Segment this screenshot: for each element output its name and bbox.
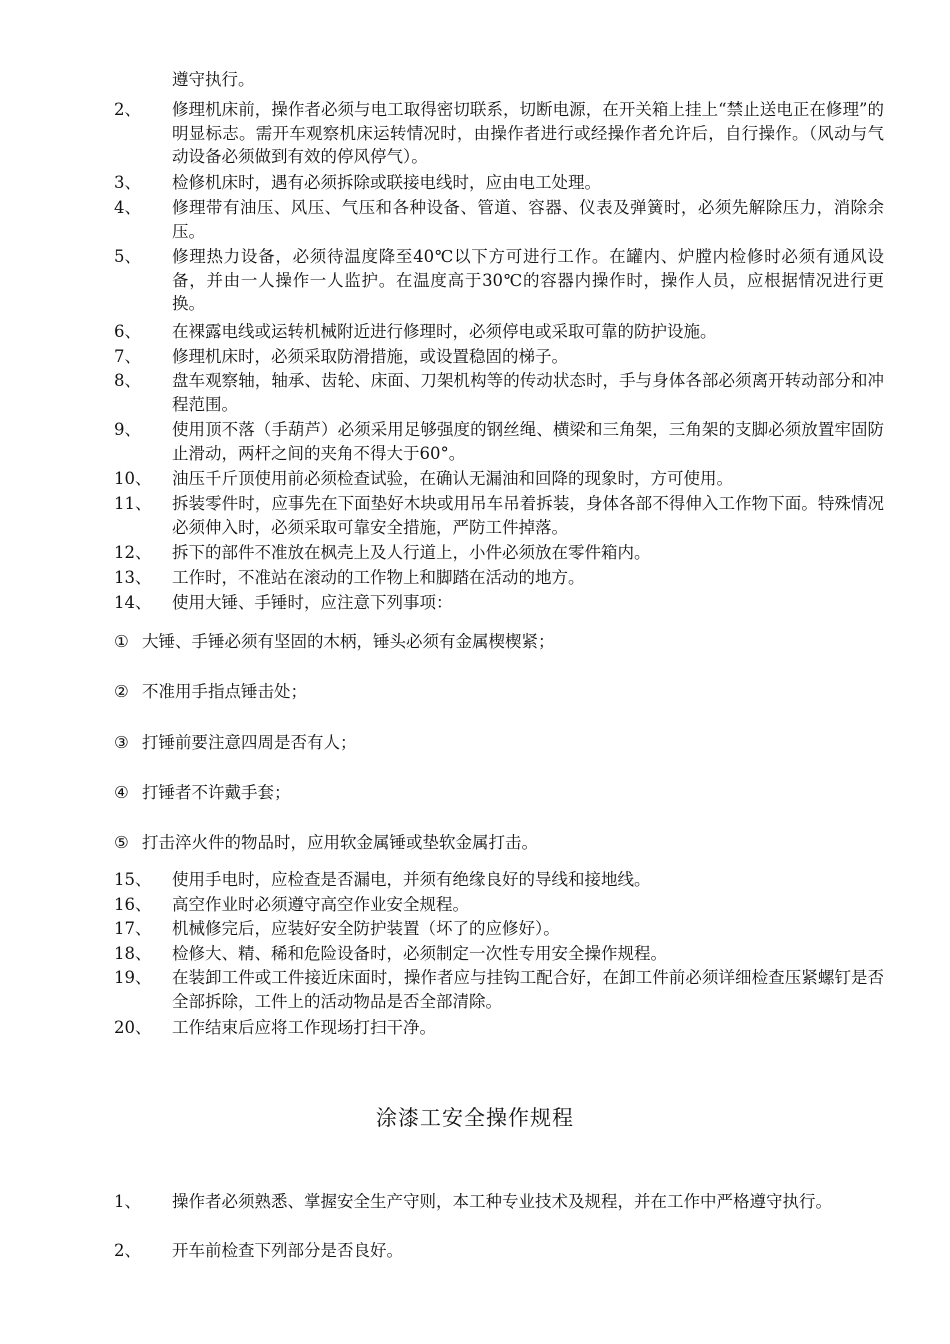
sub-item-text: 不准用手指点锤击处； — [142, 682, 307, 701]
item-number: 11、 — [114, 494, 152, 513]
item-number: 15、 — [114, 870, 152, 889]
circled-number: ④ — [114, 783, 129, 802]
sub-item — [114, 831, 884, 855]
item-text: 在装卸工件或工件接近床面时，操作者应与挂钩工配合好，在卸工件前必须详细检查压紧螺钉是否全部拆除，工件上的活动物品是否全部清除。 — [172, 968, 884, 1011]
circled-number: ⑤ — [114, 833, 129, 852]
item-number: 20、 — [114, 1018, 152, 1037]
circled-number: ③ — [114, 733, 129, 752]
item-text: 拆下的部件不准放在枫壳上及人行道上，小件必须放在零件箱内。 — [172, 543, 651, 562]
item-text: 拆装零件时，应事先在下面垫好木块或用吊车吊着拆装，身体各部不得伸入工作物下面。特殊情况必须伸入时，必须采取可靠安全措施，严防工件掉落。 — [172, 494, 884, 537]
item-text: 在裸露电线或运转机械附近进行修理时，必须停电或采取可靠的防护设施。 — [172, 322, 717, 341]
item-text: 检修大、精、稀和危险设备时，必须制定一次性专用安全操作规程。 — [172, 944, 667, 963]
item-text: 遵守执行。 — [172, 70, 255, 89]
item-number: 2、 — [114, 100, 141, 119]
item-number: 8、 — [114, 371, 141, 390]
sub-item-text: 打击淬火件的物品时，应用软金属锤或垫软金属打击。 — [142, 833, 538, 852]
item-number: 9、 — [114, 420, 141, 439]
item-text: 修理机床前，操作者必须与电工取得密切联系，切断电源，在开关箱上挂上“禁止送电正在修理”的明显标志。需开车观察机床运转情况时，由操作者进行或经操作者允许后，自行操作。（风动与气动设备必须做到有效的停风停气）。 — [172, 100, 884, 166]
item-text: 工作时，不准站在滚动的工作物上和脚踏在活动的地方。 — [172, 568, 585, 587]
circled-number: ① — [114, 632, 129, 651]
item-number: 2、 — [114, 1241, 141, 1260]
item-number: 4、 — [114, 198, 141, 217]
item-text: 检修机床时，遇有必须拆除或联接电线时，应由电工处理。 — [172, 173, 601, 192]
item-number: 16、 — [114, 895, 152, 914]
item-number: 13、 — [114, 568, 152, 587]
item-number: 1、 — [114, 1192, 141, 1211]
item-text: 修理机床时，必须采取防滑措施，或设置稳固的梯子。 — [172, 347, 568, 366]
item-text: 使用顶不落（手葫芦）必须采用足够强度的钢丝绳、横梁和三角架，三角架的支脚必须放置牢固防止滑动，两杆之间的夹角不得大于60°。 — [172, 420, 884, 463]
section-title: 涂漆工安全操作规程 — [376, 1106, 574, 1130]
item-number: 14、 — [114, 593, 152, 612]
sub-item-text: 打锤者不许戴手套； — [142, 783, 291, 802]
sub-item-text: 打锤前要注意四周是否有人； — [142, 733, 357, 752]
item-number: 10、 — [114, 469, 152, 488]
sub-item — [114, 680, 884, 704]
item-text: 高空作业时必须遵守高空作业安全规程。 — [172, 895, 469, 914]
circled-number: ② — [114, 682, 129, 701]
item-number: 19、 — [114, 968, 152, 987]
item-number: 12、 — [114, 543, 152, 562]
sub-item — [114, 781, 884, 805]
item-number: 17、 — [114, 919, 152, 938]
item-number: 7、 — [114, 347, 141, 366]
item-number: 5、 — [114, 247, 141, 266]
item-text: 机械修完后，应装好安全防护装置（坏了的应修好）。 — [172, 919, 560, 938]
sub-item — [114, 630, 884, 654]
sub-item — [114, 731, 884, 755]
item-text: 修理带有油压、风压、气压和各种设备、管道、容器、仪表及弹簧时，必须先解除压力，消除余压。 — [172, 198, 884, 241]
item-text: 操作者必须熟悉、掌握安全生产守则，本工种专业技术及规程，并在工作中严格遵守执行。 — [172, 1192, 832, 1211]
item-number: 6、 — [114, 322, 141, 341]
item-text: 工作结束后应将工作现场打扫干净。 — [172, 1018, 436, 1037]
sub-item-text: 大锤、手锤必须有坚固的木柄，锤头必须有金属楔楔紧； — [142, 632, 555, 651]
item-text: 油压千斤顶使用前必须检查试验，在确认无漏油和回降的现象时，方可使用。 — [172, 469, 733, 488]
item-number: 3、 — [114, 173, 141, 192]
item-text: 使用大锤、手锤时，应注意下列事项： — [172, 593, 453, 612]
item-text: 使用手电时，应检查是否漏电，并须有绝缘良好的导线和接地线。 — [172, 870, 651, 889]
item-text: 修理热力设备，必须待温度降至40℃以下方可进行工作。在罐内、炉膛内检修时必须有通风设备，并由一人操作一人监护。在温度高于30℃的容器内操作时，操作人员，应根据情况进行更换。 — [172, 247, 884, 313]
item-number: 18、 — [114, 944, 152, 963]
item-text: 盘车观察轴，轴承、齿轮、床面、刀架机构等的传动状态时，手与身体各部必须离开转动部分和冲程范围。 — [172, 371, 884, 414]
item-text: 开车前检查下列部分是否良好。 — [172, 1241, 403, 1260]
